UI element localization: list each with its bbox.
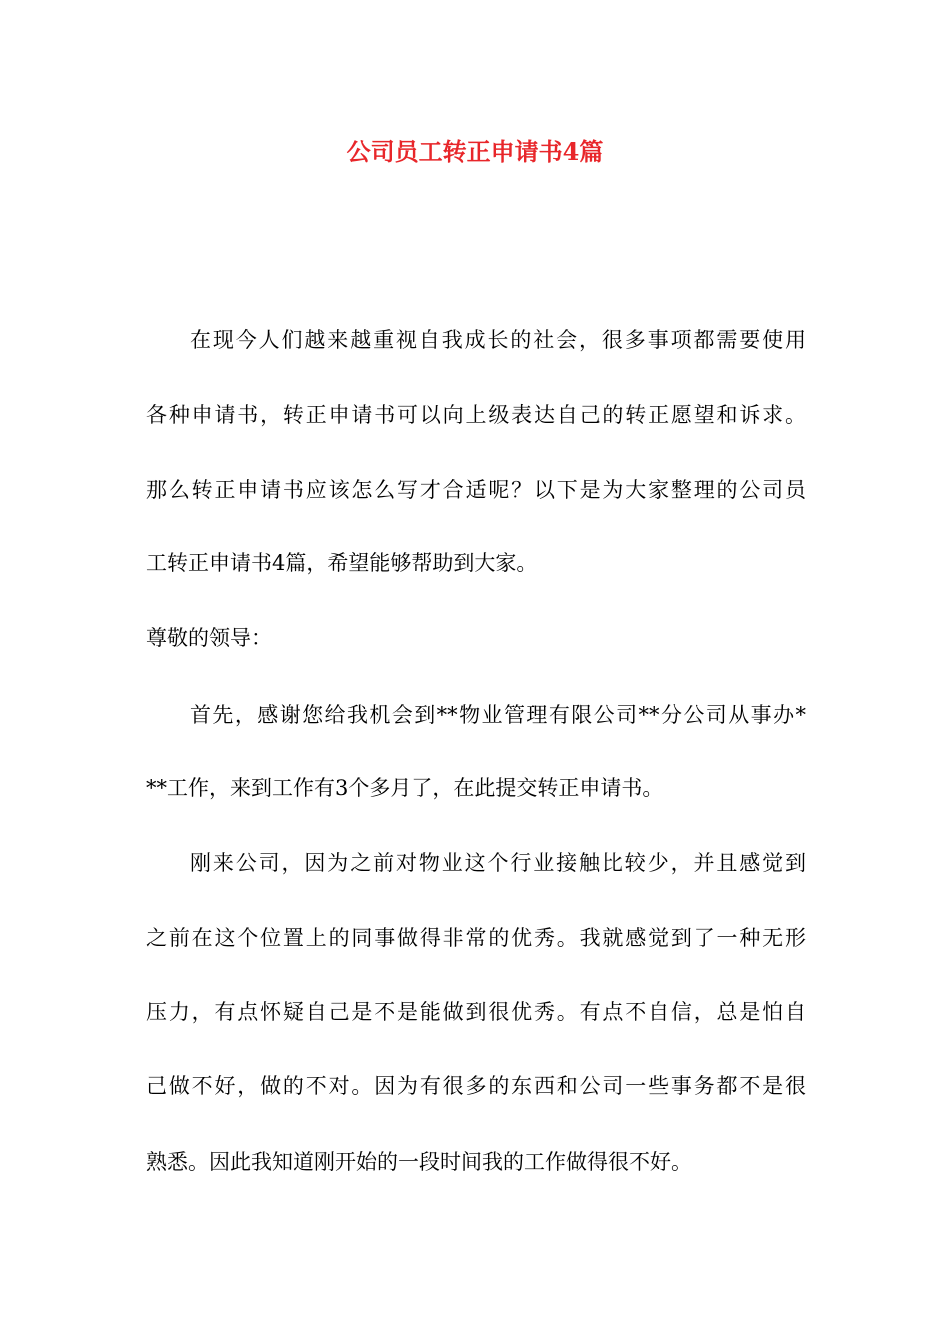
- paragraph-1-line-3: 那么转正申请书应该怎么写才合适呢？以下是为大家整理的公司员: [146, 478, 806, 502]
- paragraph-3-line-1: 刚来公司，因为之前对物业这个行业接触比较少，并且感觉到: [190, 851, 806, 875]
- paragraph-1-line-1: 在现今人们越来越重视自我成长的社会，很多事项都需要使用: [190, 328, 806, 352]
- document-title: 公司员工转正申请书4篇: [346, 137, 604, 166]
- paragraph-1-line-2: 各种申请书，转正申请书可以向上级表达自己的转正愿望和诉求。: [146, 403, 806, 427]
- paragraph-3-line-3: 压力，有点怀疑自己是不是能做到很优秀。有点不自信，总是怕自: [146, 1000, 806, 1024]
- paragraph-3-line-5: 熟悉。因此我知道刚开始的一段时间我的工作做得很不好。: [146, 1150, 692, 1174]
- salutation: 尊敬的领导：: [146, 626, 272, 650]
- paragraph-1-line-4: 工转正申请书4篇，希望能够帮助到大家。: [146, 551, 538, 575]
- paragraph-3-line-2: 之前在这个位置上的同事做得非常的优秀。我就感觉到了一种无形: [146, 926, 806, 950]
- paragraph-2-line-2: **工作，来到工作有3个多月了，在此提交转正申请书。: [146, 776, 664, 800]
- paragraph-2-line-1: 首先，感谢您给我机会到**物业管理有限公司**分公司从事办*: [190, 703, 806, 727]
- paragraph-3-line-4: 己做不好，做的不对。因为有很多的东西和公司一些事务都不是很: [146, 1074, 806, 1098]
